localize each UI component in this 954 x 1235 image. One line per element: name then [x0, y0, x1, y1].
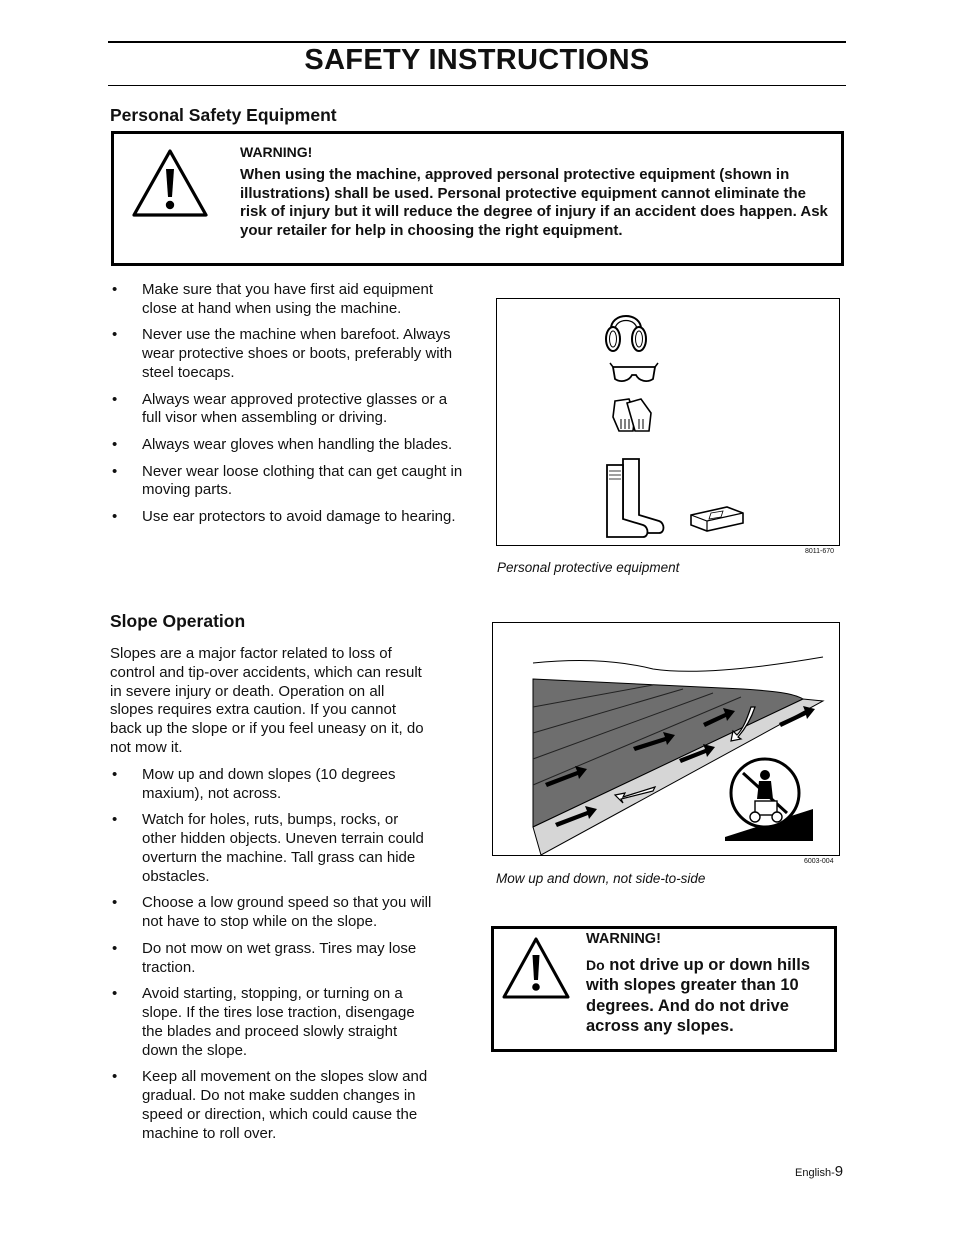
figure-caption: Personal protective equipment [497, 560, 680, 575]
list-item: • Keep all movement on the slopes slow and gradual. Do not make sudden changes in speed or direction, which could cause the machine to roll over. [112, 1068, 428, 1142]
ear-protectors-icon [601, 301, 651, 357]
list-item-text: Mow up and down slopes (10 degrees maxium), not across. [142, 766, 396, 802]
list-item: • Choose a low ground speed so that you will not have to stop while on the slope. [112, 894, 432, 931]
ppe-bullet-list [110, 281, 466, 535]
list-item-text: Always wear approved protective glasses or a full visor when assembling or driving. [142, 390, 448, 427]
list-item: • Do not mow on wet grass. Tires may lose traction. [112, 939, 417, 976]
warning-text-body: not drive up or down hills with slopes greater than 10 degrees. And do not drive across any slopes. [586, 956, 811, 1036]
slope-figure [492, 622, 840, 856]
gloves-icon [609, 395, 657, 435]
list-item-text: Do not mow on wet grass. Tires may lose traction. [142, 939, 417, 976]
warning-text: When using the machine, approved personal protective equipment (shown in illustrations) shall be used. Personal protective equipment cannot eliminate the risk of injury but it will reduce the degree of injury if an accident does happen. Ask your retailer for help in choosing the right equipment. [240, 166, 828, 239]
list-item-text: Watch for holes, ruts, bumps, rocks, or other hidden objects. Uneven terrain could overturn the machine. Tall grass can hide obstacles. [142, 811, 424, 885]
list-item-text: Always wear gloves when handling the blades. [142, 435, 453, 453]
page-number: 9 [834, 1163, 844, 1180]
warning-text-lead: Do [586, 957, 605, 973]
list-item-text: Choose a low ground speed so that you will not have to stop while on the slope. [142, 894, 432, 931]
list-item: • Mow up and down slopes (10 degrees maxium), not across. [112, 766, 396, 802]
list-item: • Watch for holes, ruts, bumps, rocks, or other hidden objects. Uneven terrain could overturn the machine. Tall grass can hide obstacles. [112, 811, 424, 885]
footer-language: English- [795, 1167, 835, 1179]
safety-boots-icon [603, 455, 669, 539]
list-item: • Always wear gloves when handling the blades. [112, 435, 453, 453]
list-item: • Always wear approved protective glasses or a full visor when assembling or driving. [112, 390, 448, 427]
page-title: SAFETY INSTRUCTIONS [304, 44, 650, 76]
figure-code: 8011-670 [805, 548, 835, 555]
slope-intro-paragraph: Slopes are a major factor related to loss of control and tip-over accidents, which can result in severe injury or death. Operation on all slopes requires extra caution. If you cannot back up the slope or if you feel uneasy on it, do not mow it. [110, 645, 424, 756]
top-rule [108, 41, 846, 43]
first-aid-kit-icon [687, 503, 747, 535]
page-footer [795, 1163, 843, 1180]
list-item-text: Make sure that you have first aid equipment close at hand when using the machine. [142, 281, 433, 317]
protective-glasses-icon [609, 357, 659, 389]
list-item: • Avoid starting, stopping, or turning on a slope. If the tires lose traction, disengage the blades and proceed slowly straight down the slope. [112, 985, 415, 1059]
ppe-figure [496, 298, 840, 546]
warning-box-slopes [491, 926, 837, 1052]
warning-label: WARNING! [586, 931, 661, 947]
list-item: • Make sure that you have first aid equipment close at hand when using the machine. [112, 281, 433, 317]
list-item: • Never wear loose clothing that can get caught in moving parts. [112, 462, 463, 499]
slope-bullet-list [110, 766, 432, 1151]
warning-box-ppe [111, 131, 844, 266]
list-item-text: Keep all movement on the slopes slow and gradual. Do not make sudden changes in speed or direction, which could cause the machine to roll over. [142, 1068, 428, 1142]
warning-triangle-icon [500, 935, 572, 1001]
list-item: • Use ear protectors to avoid damage to hearing. [112, 507, 456, 525]
list-item: • Never use the machine when barefoot. Always wear protective shoes or boots, preferably with steel toecaps. [112, 326, 453, 381]
warning-text [586, 955, 826, 1037]
section-heading-personal-safety: Personal Safety Equipment [110, 105, 337, 125]
figure-code: 6003-004 [804, 858, 834, 865]
warning-label: WARNING! [240, 144, 313, 160]
figure-caption: Mow up and down, not side-to-side [496, 871, 706, 886]
list-item-text: Avoid starting, stopping, or turning on a slope. If the tires lose traction, disengage the blades and proceed slowly straight down the slope. [142, 985, 415, 1059]
list-item-text: Never wear loose clothing that can get caught in moving parts. [142, 462, 463, 499]
list-item-text: Never use the machine when barefoot. Always wear protective shoes or boots, preferably with steel toecaps. [142, 326, 453, 381]
title-underline [108, 85, 846, 86]
list-item-text: Use ear protectors to avoid damage to hearing. [142, 507, 456, 525]
section-heading-slope-operation: Slope Operation [110, 611, 246, 631]
warning-triangle-icon [130, 147, 210, 219]
slope-mowing-illustration [493, 623, 839, 855]
